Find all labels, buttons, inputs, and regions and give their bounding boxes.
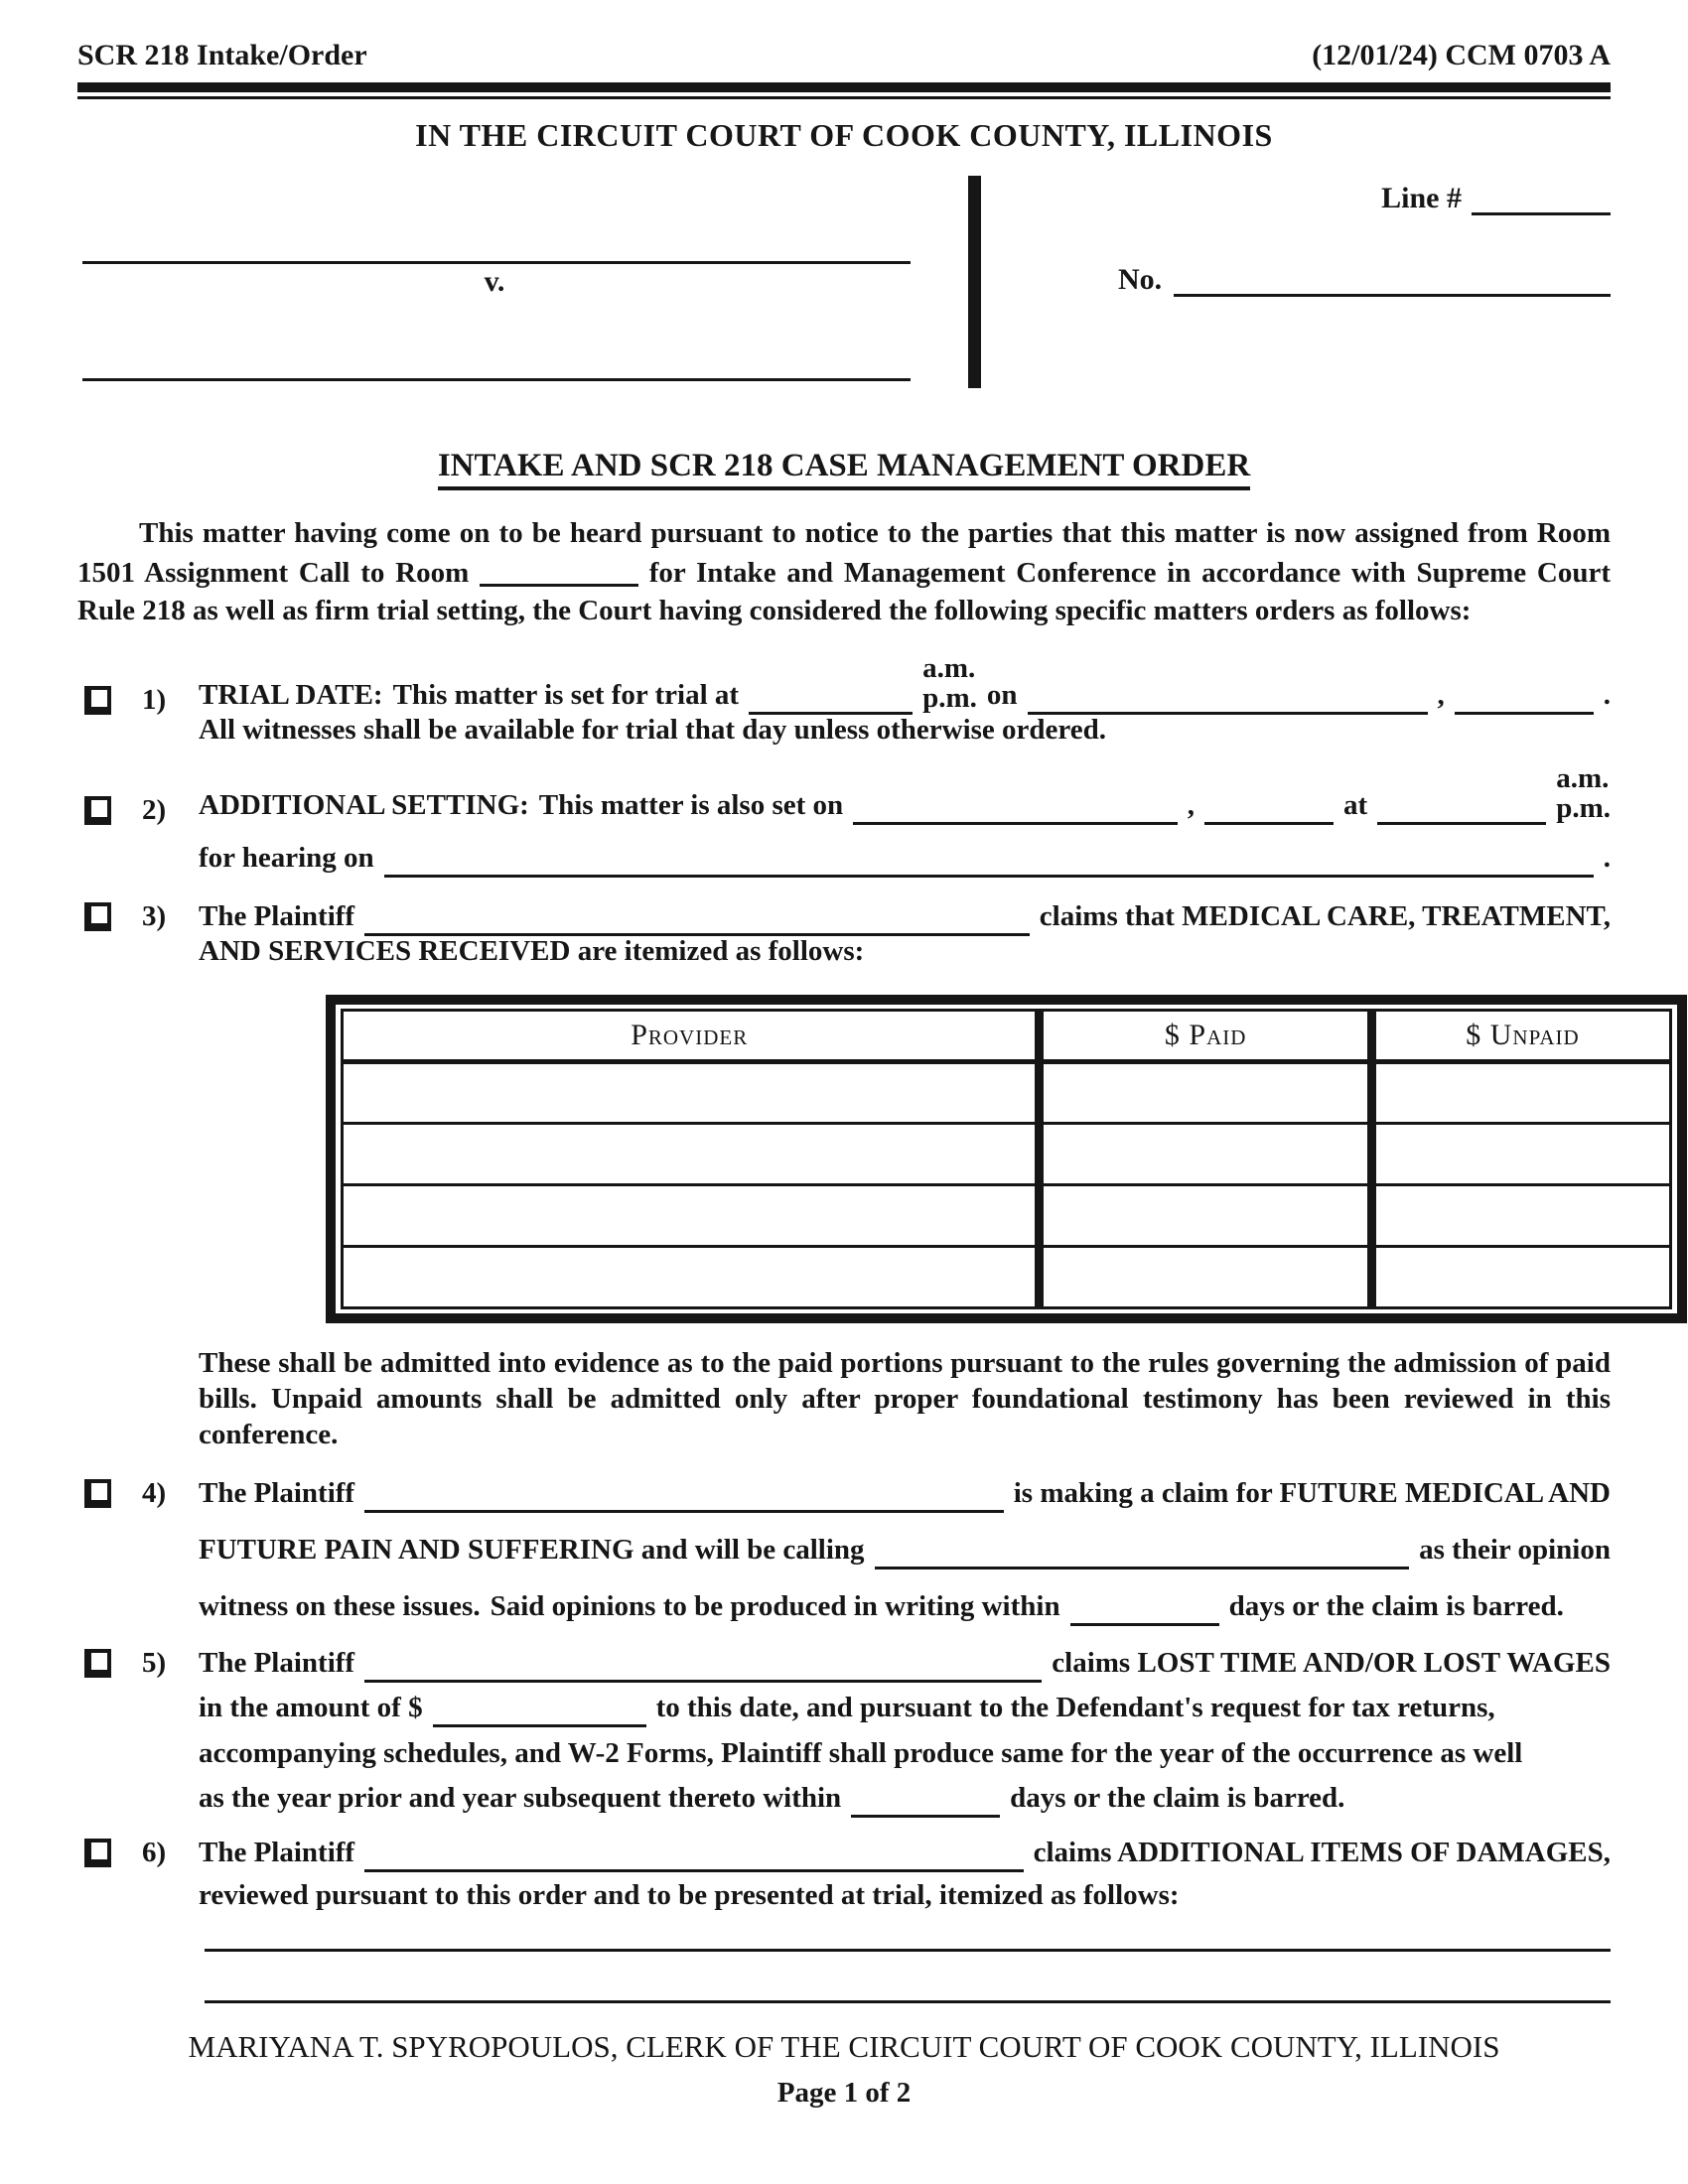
item-2-number: 2) (142, 794, 167, 826)
paid-cell[interactable] (1040, 1062, 1372, 1124)
item-3-text: claims that MEDICAL CARE, TREATMENT, (1039, 900, 1611, 932)
plaintiff-label: The Plaintiff (199, 1477, 355, 1509)
item-5-line-3: accompanying schedules, and W-2 Forms, Plaintiff shall produce same for the year of the occurrence as well (199, 1737, 1523, 1769)
caption-divider-bar (968, 176, 981, 388)
header-rule-thick (77, 82, 1611, 92)
unpaid-header: $ Unpaid (1371, 1011, 1670, 1062)
item-6-checkbox[interactable] (84, 1839, 111, 1867)
item-1-on: on (986, 679, 1018, 711)
case-number-label: No. (1118, 263, 1163, 296)
order-item-5 (77, 1646, 1611, 1816)
trial-date-blank[interactable] (1028, 685, 1428, 715)
unpaid-cell[interactable] (1371, 1247, 1670, 1308)
am-pm-choice (1556, 763, 1611, 823)
unpaid-cell[interactable] (1371, 1185, 1670, 1247)
item-2-at: at (1343, 789, 1368, 821)
plaintiff-label: The Plaintiff (199, 1837, 355, 1868)
form-revision: (12/01/24) CCM 0703 A (1312, 39, 1611, 71)
order-item-6 (77, 1836, 1611, 1913)
item-4-line-2-text: FUTURE PAIN AND SUFFERING and will be calling (199, 1534, 865, 1566)
additional-setting-label: ADDITIONAL SETTING: (199, 789, 529, 821)
unpaid-cell[interactable] (1371, 1062, 1670, 1124)
table-row (343, 1185, 1671, 1247)
defendant-name-line[interactable] (82, 378, 911, 381)
paid-header: $ Paid (1040, 1011, 1372, 1062)
item-6-line-2: reviewed pursuant to this order and to be presented at trial, itemized as follows: (199, 1879, 1180, 1911)
case-number-blank[interactable] (1174, 267, 1611, 297)
item-4-line-3-tail: days or the claim is barred. (1228, 1590, 1564, 1622)
plaintiff-name-line[interactable] (82, 261, 911, 264)
trial-date-label: TRIAL DATE: (199, 679, 383, 711)
plaintiff-name-blank[interactable] (364, 1653, 1042, 1683)
item-1-number: 1) (142, 684, 167, 716)
item-2-checkbox[interactable] (84, 796, 111, 825)
order-item-2 (77, 763, 1611, 876)
header-rule-thin (77, 96, 1611, 99)
item-3-number: 3) (142, 900, 167, 932)
table-row (343, 1062, 1671, 1124)
comma: , (1187, 789, 1196, 821)
damages-write-in-line-2[interactable] (205, 2000, 1611, 2003)
additional-date-blank[interactable] (853, 795, 1178, 825)
line-number-label: Line # (1381, 182, 1462, 214)
provider-cell[interactable] (343, 1124, 1040, 1185)
clerk-footer: MARIYANA T. SPYROPOULOS, CLERK OF THE CIRCUIT COURT OF COOK COUNTY, ILLINOIS (188, 2029, 1500, 2064)
order-title-row (77, 446, 1611, 490)
intro-paragraph (77, 514, 1611, 629)
item-4-text: is making a claim for FUTURE MEDICAL AND (1013, 1477, 1611, 1509)
period: . (1603, 842, 1611, 874)
medical-bills-table (326, 995, 1687, 1323)
line-number-blank[interactable] (1472, 186, 1611, 215)
item-1-text: This matter is set for trial at (392, 679, 740, 711)
item-1-line-2: All witnesses shall be available for trial that day unless otherwise ordered. (199, 714, 1107, 746)
page-number: Page 1 of 2 (776, 2077, 912, 2109)
additional-time-blank[interactable] (1377, 795, 1546, 825)
hearing-subject-blank[interactable] (384, 848, 1594, 878)
plaintiff-label: The Plaintiff (199, 1647, 355, 1679)
item-5-line-2-tail: to this date, and pursuant to the Defendant's request for tax returns, (655, 1692, 1495, 1723)
item-5-checkbox[interactable] (84, 1649, 111, 1678)
case-caption (77, 162, 1611, 440)
order-item-3 (77, 899, 1611, 1452)
pm-label: p.m. (922, 682, 977, 714)
intro-text-2: for Intake and Management Conference in accordance with Supreme Court Rule 218 as well as firm trial setting, the Court having considered the following specific matters orders as follows: (77, 557, 1612, 626)
opinion-witness-blank[interactable] (875, 1540, 1410, 1570)
am-label: a.m. (1556, 762, 1610, 794)
order-title: INTAKE AND SCR 218 CASE MANAGEMENT ORDER (438, 446, 1250, 490)
plaintiff-name-blank[interactable] (364, 1843, 1024, 1872)
item-6-text: claims ADDITIONAL ITEMS OF DAMAGES, (1033, 1837, 1611, 1868)
page-header (77, 38, 1611, 72)
pm-label: p.m. (1556, 792, 1611, 824)
unpaid-cell[interactable] (1371, 1124, 1670, 1185)
paid-cell[interactable] (1040, 1185, 1372, 1247)
versus-label: v. (484, 265, 505, 298)
plaintiff-name-blank[interactable] (364, 906, 1030, 936)
opinion-days-blank[interactable] (1070, 1596, 1219, 1626)
item-3-checkbox[interactable] (84, 902, 111, 931)
damages-write-in-line-1[interactable] (205, 1949, 1611, 1952)
am-pm-choice (922, 653, 977, 713)
item-4-checkbox[interactable] (84, 1479, 111, 1508)
form-id: SCR 218 Intake/Order (77, 39, 367, 71)
item-4-number: 4) (142, 1477, 167, 1509)
trial-time-blank[interactable] (749, 685, 913, 715)
hearing-label: for hearing on (199, 842, 374, 874)
trial-year-blank[interactable] (1455, 685, 1594, 715)
item-4-line-2-tail: as their opinion (1419, 1534, 1611, 1566)
item-4-line-3-text-b: Said opinions to be produced in writing within (490, 1590, 1060, 1622)
court-title: IN THE CIRCUIT COURT OF COOK COUNTY, ILLINOIS (415, 117, 1273, 153)
item-3-line-2: AND SERVICES RECEIVED are itemized as follows: (199, 935, 865, 967)
period: . (1603, 679, 1611, 711)
wages-days-blank[interactable] (851, 1788, 1000, 1818)
table-row (343, 1247, 1671, 1308)
item-5-line-4-text: as the year prior and year subsequent thereto within (199, 1782, 842, 1814)
comma: , (1437, 679, 1445, 711)
item-5-text: claims LOST TIME AND/OR LOST WAGES (1052, 1647, 1611, 1679)
order-item-4 (77, 1476, 1611, 1624)
item-5-number: 5) (142, 1647, 167, 1679)
item-5-line-4-tail: days or the claim is barred. (1010, 1782, 1345, 1814)
order-item-1 (77, 653, 1611, 748)
provider-cell[interactable] (343, 1247, 1040, 1308)
item-4-line-3-text-a: witness on these issues. (199, 1590, 481, 1622)
item-3-paragraph: These shall be admitted into evidence as to the paid portions pursuant to the rules governing the admission of paid bills. Unpaid amounts shall be admitted only after proper foundational testimony has been reviewed in this conference. (199, 1347, 1611, 1450)
provider-cell[interactable] (343, 1062, 1040, 1124)
provider-header: Provider (343, 1011, 1040, 1062)
additional-year-blank[interactable] (1204, 795, 1334, 825)
provider-cell[interactable] (343, 1185, 1040, 1247)
plaintiff-name-blank[interactable] (364, 1483, 1004, 1513)
item-5-line-2-text: in the amount of $ (199, 1692, 423, 1723)
table-row (343, 1124, 1671, 1185)
table-header-row (343, 1011, 1671, 1062)
room-number-blank[interactable] (480, 557, 638, 587)
item-1-checkbox[interactable] (84, 686, 111, 715)
intro-text-1: This matter having come on to be heard pursuant to notice to the parties that this matter is now assigned from Room 1501 Assignment Call to Room (77, 517, 1611, 589)
item-2-text: This matter is also set on (538, 789, 844, 821)
am-label: a.m. (922, 652, 976, 684)
item-6-number: 6) (142, 1837, 167, 1868)
paid-cell[interactable] (1040, 1124, 1372, 1185)
plaintiff-label: The Plaintiff (199, 900, 355, 932)
paid-cell[interactable] (1040, 1247, 1372, 1308)
wages-amount-blank[interactable] (433, 1698, 646, 1727)
